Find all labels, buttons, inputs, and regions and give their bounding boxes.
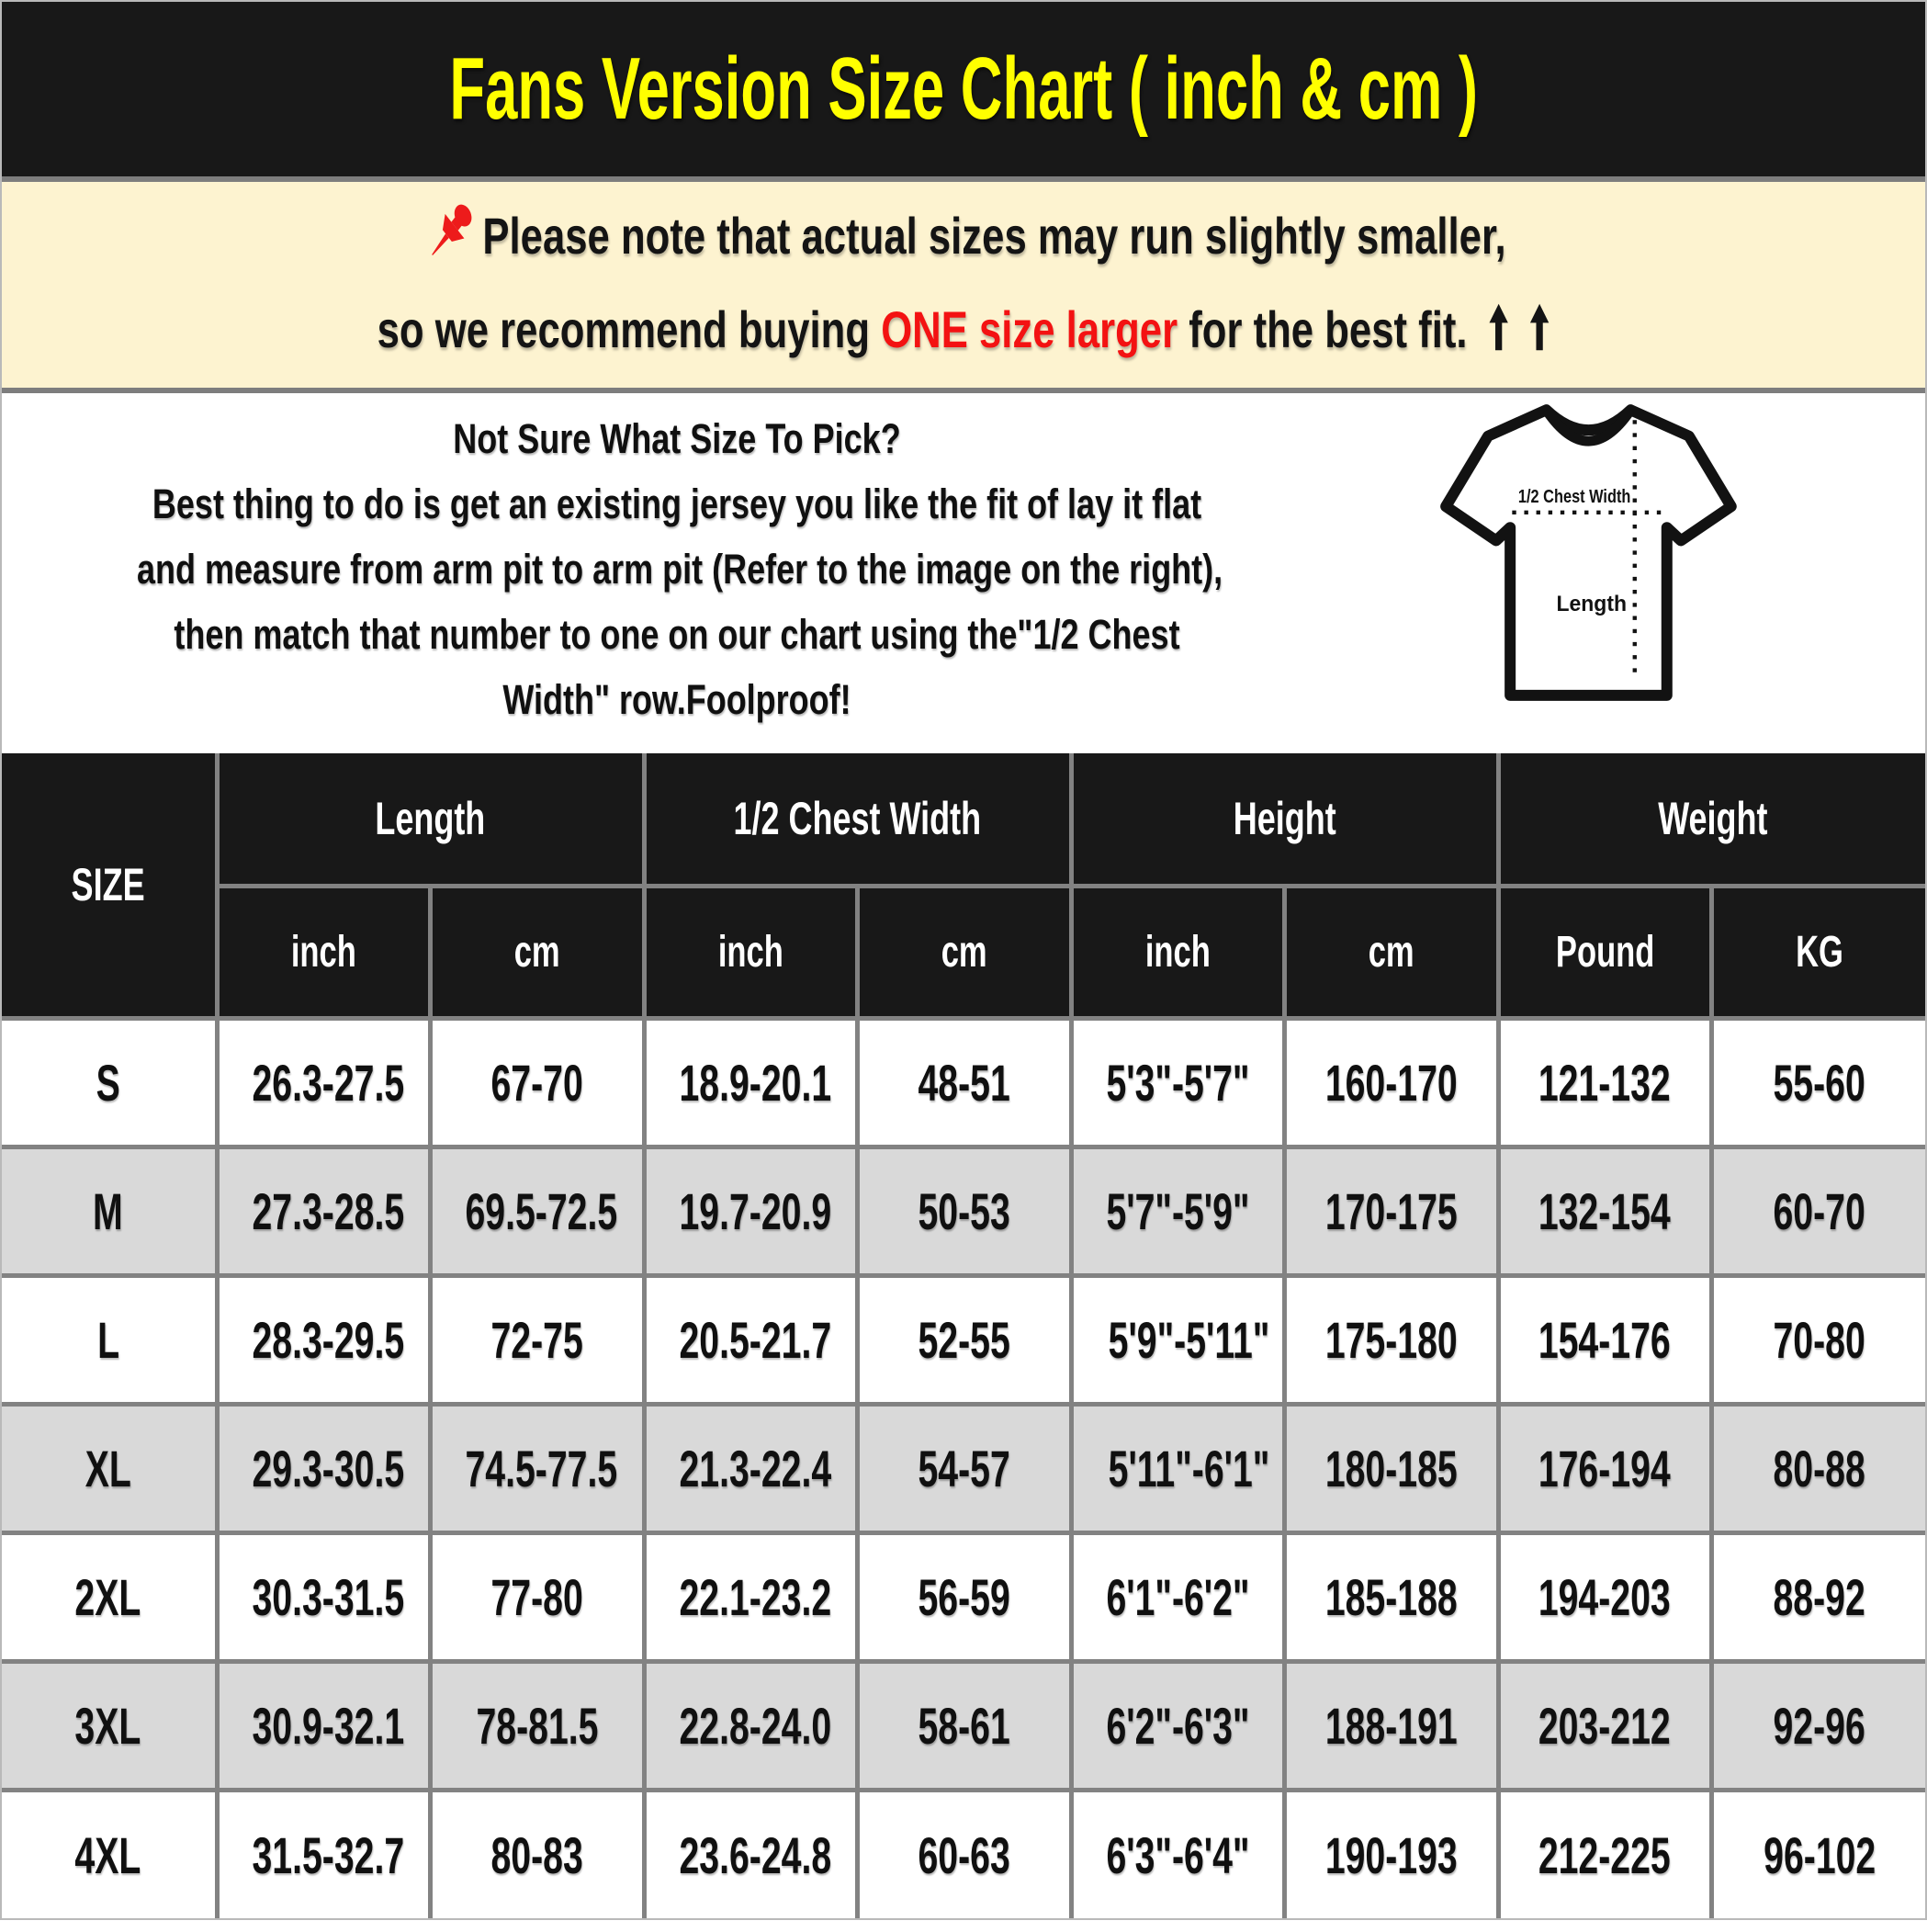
- size-table: [2, 753, 1925, 1918]
- table-row-s: [2, 1018, 1925, 1147]
- table-cell: 56-59: [858, 1532, 1072, 1661]
- table-cell: 74.5-77.5: [431, 1404, 645, 1532]
- table-cell: 5'7"-5'9": [1071, 1147, 1285, 1275]
- unit-header: cm: [1285, 886, 1499, 1018]
- unit-header: Pound: [1498, 886, 1712, 1018]
- size-cell: 4XL: [2, 1790, 217, 1918]
- table-cell: 31.5-32.7: [217, 1790, 431, 1918]
- guide-heading: Not Sure What Size To Pick?: [453, 415, 901, 462]
- table-cell: 92-96: [1712, 1661, 1926, 1790]
- guide-line: Best thing to do is get an existing jersey you like the fit of lay it flat: [152, 480, 1202, 527]
- table-cell: 60-70: [1712, 1147, 1926, 1275]
- table-cell: 6'3"-6'4": [1071, 1790, 1285, 1918]
- table-cell: 67-70: [431, 1018, 645, 1147]
- table-cell: 58-61: [858, 1661, 1072, 1790]
- height-group-header: Height: [1071, 753, 1498, 886]
- table-cell: 23.6-24.8: [644, 1790, 858, 1918]
- table-cell: 154-176: [1498, 1275, 1712, 1404]
- size-cell: 2XL: [2, 1532, 217, 1661]
- table-cell: 80-83: [431, 1790, 645, 1918]
- guide-line: Width" row.Foolproof!: [502, 676, 851, 723]
- guide-line: then match that number to one on our chart using the"1/2 Chest: [174, 611, 1180, 658]
- table-cell: 77-80: [431, 1532, 645, 1661]
- notice-text-2a: so we recommend buying: [377, 300, 882, 358]
- table-cell: 160-170: [1285, 1018, 1499, 1147]
- table-cell: 22.1-23.2: [644, 1532, 858, 1661]
- table-cell: 30.3-31.5: [217, 1532, 431, 1661]
- table-cell: 6'2"-6'3": [1071, 1661, 1285, 1790]
- notice-line-1: [213, 189, 1713, 283]
- size-cell: M: [2, 1147, 217, 1275]
- table-group-header-row: [2, 753, 1925, 886]
- table-cell: 22.8-24.0: [644, 1661, 858, 1790]
- table-cell: 78-81.5: [431, 1661, 645, 1790]
- table-cell: 180-185: [1285, 1404, 1499, 1532]
- up-arrow-icon: [1530, 303, 1550, 351]
- notice-text-2b: for the best fit.: [1178, 300, 1468, 358]
- chest-width-label: 1/2 Chest Width: [1517, 485, 1631, 507]
- table-unit-header-row: [2, 886, 1925, 1018]
- table-cell: 18.9-20.1: [644, 1018, 858, 1147]
- table-cell: 27.3-28.5: [217, 1147, 431, 1275]
- unit-header: inch: [1071, 886, 1285, 1018]
- notice-text-1: Please note that actual sizes may run slightly smaller,: [482, 207, 1506, 265]
- table-cell: 185-188: [1285, 1532, 1499, 1661]
- notice-section: [2, 182, 1925, 388]
- table-cell: 72-75: [431, 1275, 645, 1404]
- unit-header: inch: [217, 886, 431, 1018]
- table-cell: 55-60: [1712, 1018, 1926, 1147]
- length-label: Length: [1556, 592, 1628, 616]
- table-cell: 5'3"-5'7": [1071, 1018, 1285, 1147]
- table-cell: 194-203: [1498, 1532, 1712, 1661]
- table-cell: 132-154: [1498, 1147, 1712, 1275]
- table-cell: 176-194: [1498, 1404, 1712, 1532]
- table-row-2xl: [2, 1532, 1925, 1661]
- table-cell: 6'1"-6'2": [1071, 1532, 1285, 1661]
- table-cell: 54-57: [858, 1404, 1072, 1532]
- up-arrow-icon: [1489, 303, 1509, 351]
- table-row-xl: [2, 1404, 1925, 1532]
- table-cell: 50-53: [858, 1147, 1072, 1275]
- table-cell: 203-212: [1498, 1661, 1712, 1790]
- table-cell: 188-191: [1285, 1661, 1499, 1790]
- table-cell: 190-193: [1285, 1790, 1499, 1918]
- table-cell: 30.9-32.1: [217, 1661, 431, 1790]
- size-cell: 3XL: [2, 1661, 217, 1790]
- tshirt-measurement-diagram: [1427, 386, 1740, 707]
- table-cell: 96-102: [1712, 1790, 1926, 1918]
- table-row-l: [2, 1275, 1925, 1404]
- table-cell: 88-92: [1712, 1532, 1926, 1661]
- table-cell: 170-175: [1285, 1147, 1499, 1275]
- table-row-m: [2, 1147, 1925, 1275]
- length-group-header: Length: [217, 753, 644, 886]
- size-column-header: SIZE: [2, 753, 217, 1018]
- table-cell: 28.3-29.5: [217, 1275, 431, 1404]
- table-cell: 80-88: [1712, 1404, 1926, 1532]
- page-title: Fans Version Size Chart ( inch & cm ): [449, 40, 1478, 138]
- table-cell: 21.3-22.4: [644, 1404, 858, 1532]
- table-cell: 121-132: [1498, 1018, 1712, 1147]
- chest-width-group-header: 1/2 Chest Width: [644, 753, 1071, 886]
- table-row-4xl: [2, 1790, 1925, 1918]
- measure-guide-text: [2, 406, 1352, 732]
- table-cell: 48-51: [858, 1018, 1072, 1147]
- size-cell: L: [2, 1275, 217, 1404]
- unit-header: KG: [1712, 886, 1926, 1018]
- unit-header: cm: [431, 886, 645, 1018]
- tshirt-outline: [1446, 410, 1731, 695]
- unit-header: cm: [858, 886, 1072, 1018]
- title-banner: [2, 2, 1925, 176]
- table-cell: 20.5-21.7: [644, 1275, 858, 1404]
- notice-highlight: ONE size larger: [881, 300, 1178, 358]
- table-cell: 69.5-72.5: [431, 1147, 645, 1275]
- table-cell: 175-180: [1285, 1275, 1499, 1404]
- weight-group-header: Weight: [1498, 753, 1925, 886]
- table-cell: 29.3-30.5: [217, 1404, 431, 1532]
- size-cell: S: [2, 1018, 217, 1147]
- size-cell: XL: [2, 1404, 217, 1532]
- pushpin-icon: [421, 193, 479, 270]
- guide-line: and measure from arm pit to arm pit (Refer to the image on the right),: [137, 546, 1223, 593]
- table-row-3xl: [2, 1661, 1925, 1790]
- table-cell: 70-80: [1712, 1275, 1926, 1404]
- unit-header: inch: [644, 886, 858, 1018]
- notice-line-2: [213, 283, 1713, 377]
- table-cell: 52-55: [858, 1275, 1072, 1404]
- table-cell: 5'9"-5'11": [1071, 1275, 1285, 1404]
- table-cell: 19.7-20.9: [644, 1147, 858, 1275]
- table-cell: 26.3-27.5: [217, 1018, 431, 1147]
- table-cell: 212-225: [1498, 1790, 1712, 1918]
- table-cell: 60-63: [858, 1790, 1072, 1918]
- table-cell: 5'11"-6'1": [1071, 1404, 1285, 1532]
- measure-guide-section: [2, 393, 1925, 753]
